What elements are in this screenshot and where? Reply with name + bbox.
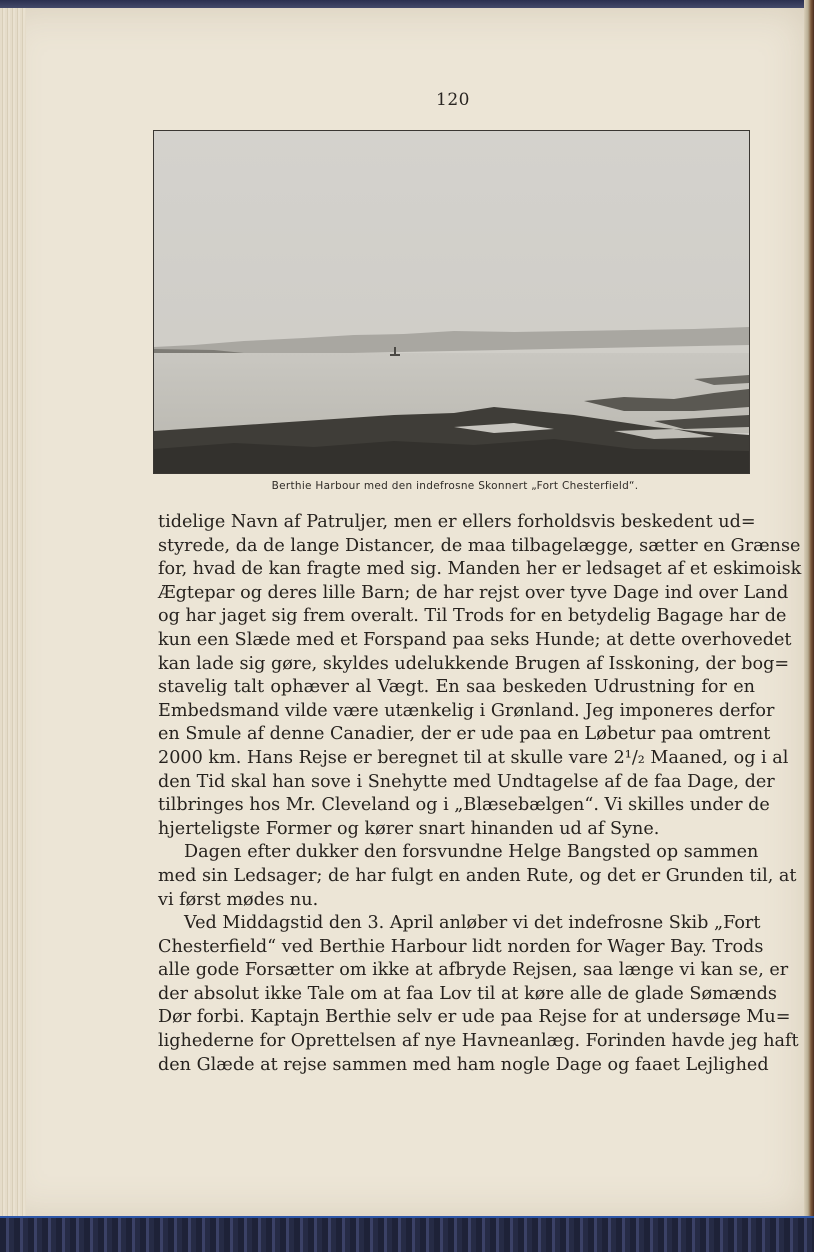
text-line: Ved Middagstid den 3. April anløber vi det indefrosne Skib „Fort bbox=[184, 913, 761, 934]
text-line: Chesterfield“ ved Berthie Harbour lidt norden for Wager Bay. Trods bbox=[158, 936, 764, 957]
paragraph bbox=[158, 841, 797, 912]
text-line: hjerteligste Former og kører snart hinanden ud af Syne. bbox=[158, 818, 660, 839]
photo-caption: Berthie Harbour med den indefrosne Skonnert „Fort Chesterfield“. bbox=[271, 480, 639, 492]
text-line: den Tid skal han sove i Snehytte med Undtagelse af de faa Dage, der bbox=[158, 771, 775, 792]
text-line: Dagen efter dukker den forsvundne Helge Bangsted op sammen bbox=[184, 842, 759, 863]
book-cover-edge bbox=[804, 0, 814, 1220]
text-line: en Smule af denne Canadier, der er ude paa en Løbetur paa omtrent bbox=[158, 724, 771, 745]
text-line: der absolut ikke Tale om at faa Lov til at køre alle de glade Sømænds bbox=[158, 983, 777, 1004]
text-line: for, hvad de kan fragte med sig. Manden her er ledsaget af et eskimoisk bbox=[158, 559, 802, 580]
paragraph bbox=[158, 912, 799, 1077]
text-line: 2000 km. Hans Rejse er beregnet til at skulle vare 2¹/₂ Maaned, og i al bbox=[158, 747, 789, 768]
text-line: Embedsmand vilde være utænkelig i Grønland. Jeg imponeres derfor bbox=[158, 700, 775, 721]
landscape-image bbox=[154, 131, 749, 473]
text-line: den Glæde at rejse sammen med ham nogle Dage og faaet Lejlighed bbox=[158, 1054, 769, 1075]
text-line: Dør forbi. Kaptajn Berthie selv er ude paa Rejse for at undersøge Mu= bbox=[158, 1007, 791, 1028]
text-line: vi først mødes nu. bbox=[158, 889, 319, 910]
harbour-photograph bbox=[153, 130, 750, 474]
page-stack-edge bbox=[0, 8, 26, 1218]
paragraph bbox=[158, 511, 802, 841]
text-line: og har jaget sig frem overalt. Til Trods for en betydelig Bagage har de bbox=[158, 606, 787, 627]
text-line: styrede, da de lange Distancer, de maa tilbagelægge, sætter en Grænse bbox=[158, 535, 801, 556]
text-line: Ægtepar og deres lille Barn; de har rejst over tyve Dage ind over Land bbox=[158, 582, 789, 603]
text-line: stavelig talt ophæver al Vægt. En saa beskeden Udrustning for en bbox=[158, 677, 755, 698]
text-line: tidelige Navn af Patruljer, men er ellers forholdsvis beskedent ud= bbox=[158, 512, 756, 532]
text-line: lighederne for Oprettelsen af nye Havneanlæg. Forinden havde jeg haft bbox=[158, 1031, 799, 1052]
text-line: kun een Slæde med et Forspand paa seks Hunde; at dette overhovedet bbox=[158, 629, 792, 650]
body-text bbox=[158, 511, 802, 1077]
text-line: med sin Ledsager; de har fulgt en anden Rute, og det er Grunden til, at bbox=[158, 865, 797, 886]
text-line: kan lade sig gøre, skyldes udelukkende Brugen af Isskoning, der bog= bbox=[158, 653, 790, 674]
text-line: alle gode Forsætter om ikke at afbryde Rejsen, saa længe vi kan se, er bbox=[158, 960, 789, 981]
page-number: 120 bbox=[436, 90, 470, 110]
book-binding-bottom bbox=[0, 1218, 814, 1252]
text-line: tilbringes hos Mr. Cleveland og i „Blæsebælgen“. Vi skilles under de bbox=[158, 795, 770, 816]
